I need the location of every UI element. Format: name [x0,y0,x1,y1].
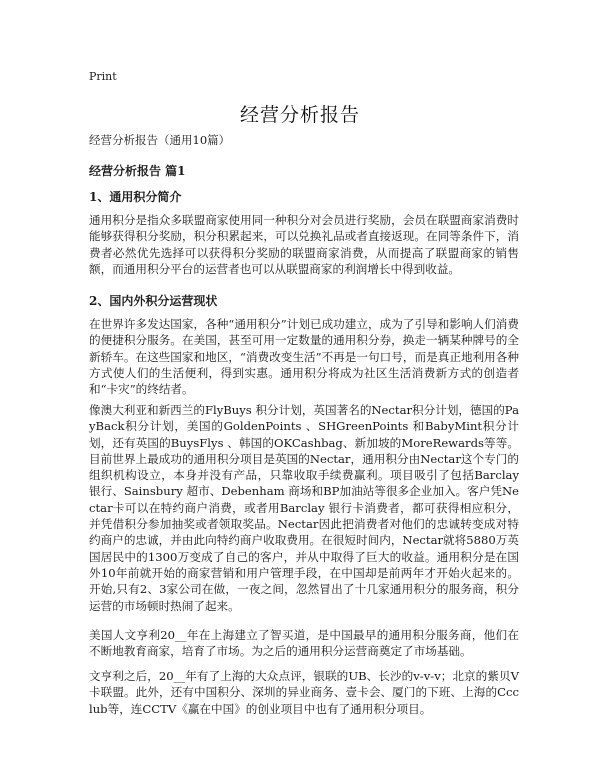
section-2-paragraph-1: 在世界许多发达国家，各种“通用积分”计划已成功建立，成为了引导和影响人们消费的便捷积分服务。在美国，甚至可用一定数量的通用积分券，换走一辆某种牌号的全新轿车。在这些国家和地区，“消费改变生活”不再是一句口号，而是真正地利用各种方式使人们的生活便利，得到实惠。通用积分将成为社区生活消费新方式的创造者和“卡灾”的终结者。 [89,317,519,397]
document-subtitle: 经营分析报告（通用10篇） [89,133,231,147]
section-2-paragraph-4: 文亨利之后，20__年有了上海的大众点评，银联的UB、长沙的v-v-v；北京的紫贝V卡联盟。此外，还有中国积分、深圳的异业商务、壹卡会、厦门的下班、上海的Ccclub等，连CCTV《赢在中国》的创业项目中也有了通用积分项目。 [89,669,519,716]
section-2-paragraph-2: 像澳大利亚和新西兰的FlyBuys 积分计划，英国著名的Nectar积分计划，德国的PayBack积分计划，美国的GoldenPoints 、SHGreenPoints 和BabyMint积分计划，还有英国的BuysFlys 、韩国的OKCashbag、新加坡的MoreRewards等等。目前世界上最成功的通用积分项目是英国的Nectar，通用积分由Nectar这个专门的组织机构设立，本身并没有产品，只靠收取手续费赢利。项目吸引了包括Barclay 银行、Sainsbury 超市、Debenham 商场和BP加油站等很多企业加入。客户凭Nectar卡可以在特约商户消费，或者用Barclay 银行卡消费者，都可获得相应积分，并凭借积分参加抽奖或者领取奖品。Nectar因此把消费者对他们的忠诚转变成对特约商户的忠诚，并由此向特约商户收取费用。在很短时间内，Nectar就将5880万英国居民中的1300万变成了自己的客户，并从中取得了巨大的收益。通用积分是在国外10年前就开始的商家营销和用户管理手段，在中国却是前两年才开始火起来的。开始,只有2、3家公司在做，一夜之间，忽然冒出了十几家通用积分的服务商，积分运营的市场顿时热闹了起来。 [89,403,519,613]
document-title: 经营分析报告 [239,104,360,126]
print-label: Print [89,70,117,83]
part-heading: 经营分析报告 篇1 [89,164,186,178]
section-1-paragraph: 通用积分是指众多联盟商家使用同一种积分对会员进行奖励，会员在联盟商家消费时能够获得积分奖励，积分积累起来，可以兑换礼品或者直接返现。在同等条件下，消费者必然优先选择可以获得积分奖励的联盟商家消费，从而提高了联盟商家的销售额，而通用积分平台的运营者也可以从联盟商家的利润增长中得到收益。 [89,213,519,276]
section-2-paragraph-3: 美国人文亨利20__年在上海建立了智买道，是中国最早的通用积分服务商，他们在不断地教育商家，培育了市场。为之后的通用积分运营商奠定了市场基础。 [89,628,519,659]
section-2-heading: 2、国内外积分运营现状 [89,294,218,308]
section-1-heading: 1、通用积分简介 [89,190,182,204]
